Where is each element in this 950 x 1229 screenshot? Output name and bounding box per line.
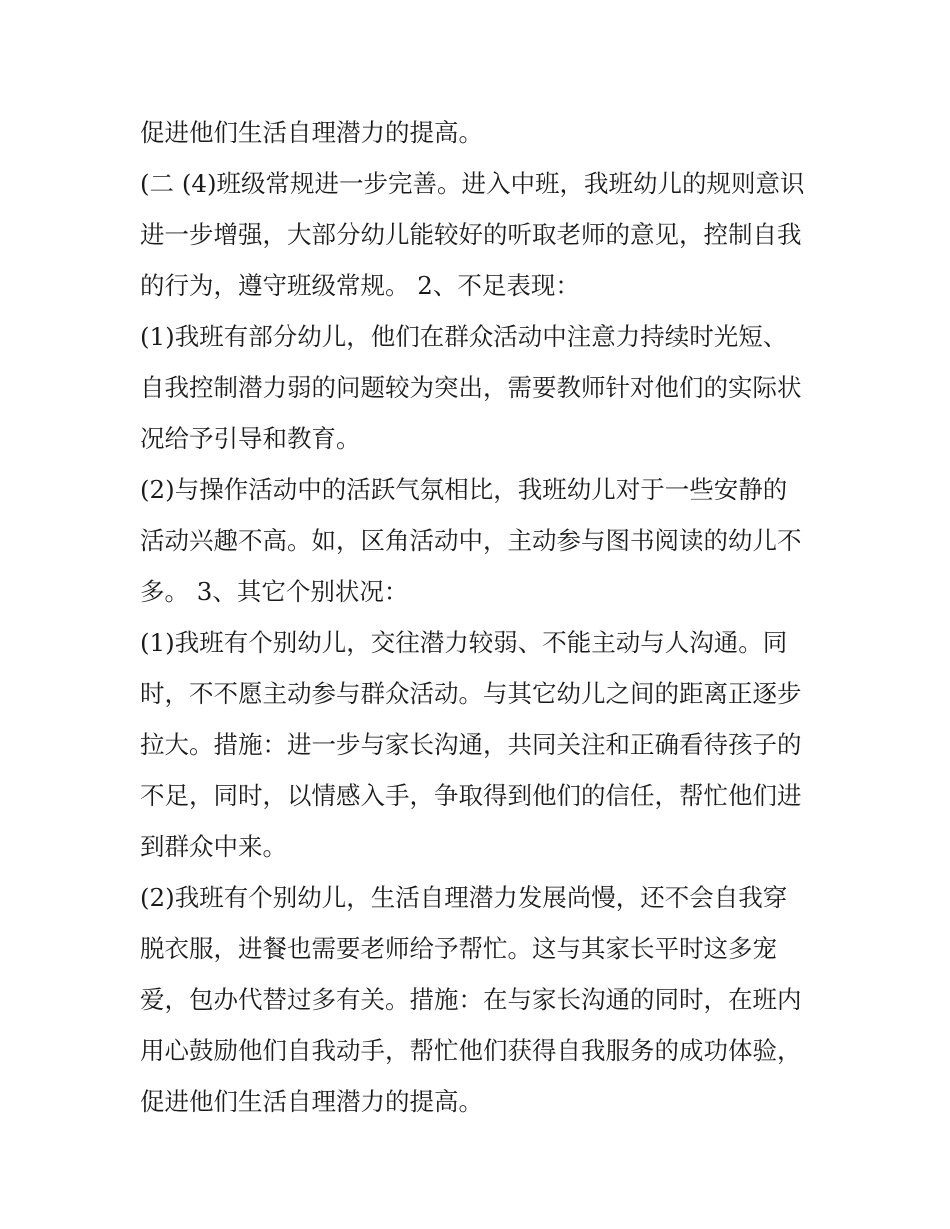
text-line: 拉大。措施：进一步与家长沟通，共同关注和正确看待孩子的 — [140, 730, 802, 759]
text-line: (二 (4)班级常规进一步完善。进入中班，我班幼儿的规则意识 — [140, 169, 805, 198]
text-line: (2)与操作活动中的活跃气氛相比，我班幼儿对于一些安静的 — [140, 475, 788, 504]
document-body — [140, 107, 820, 1127]
text-line: 不足，同时，以情感入手，争取得到他们的信任，帮忙他们进 — [140, 781, 802, 810]
text-line: 促进他们生活自理潜力的提高。 — [140, 1087, 483, 1116]
text-line: 进一步增强，大部分幼儿能较好的听取老师的意见，控制自我 — [140, 220, 802, 249]
text-line: (1)我班有部分幼儿，他们在群众活动中注意力持续时光短、 — [140, 322, 788, 351]
text-line: 用心鼓励他们自我动手，帮忙他们获得自我服务的成功体验， — [140, 1036, 802, 1065]
text-line: 活动兴趣不高。如，区角活动中，主动参与图书阅读的幼儿不 — [140, 526, 802, 555]
text-line: 况给予引导和教育。 — [140, 424, 361, 453]
text-line: 时，不不愿主动参与群众活动。与其它幼儿之间的距离正逐步 — [140, 679, 802, 708]
text-line: 自我控制潜力弱的问题较为突出，需要教师针对他们的实际状 — [140, 373, 802, 402]
text-line: 爱，包办代替过多有关。措施：在与家长沟通的同时，在班内 — [140, 985, 802, 1014]
text-line: 的行为，遵守班级常规。 2、不足表现： — [140, 271, 580, 300]
text-line: 脱衣服，进餐也需要老师给予帮忙。这与其家长平时这多宠 — [140, 934, 777, 963]
text-line: 到群众中来。 — [140, 832, 287, 861]
text-line: (2)我班有个别幼儿，生活自理潜力发展尚慢，还不会自我穿 — [140, 883, 788, 912]
text-line: 促进他们生活自理潜力的提高。 — [140, 118, 483, 147]
text-line: 多。 3、其它个别状况： — [140, 577, 409, 606]
text-line: (1)我班有个别幼儿，交往潜力较弱、不能主动与人沟通。同 — [140, 628, 788, 657]
